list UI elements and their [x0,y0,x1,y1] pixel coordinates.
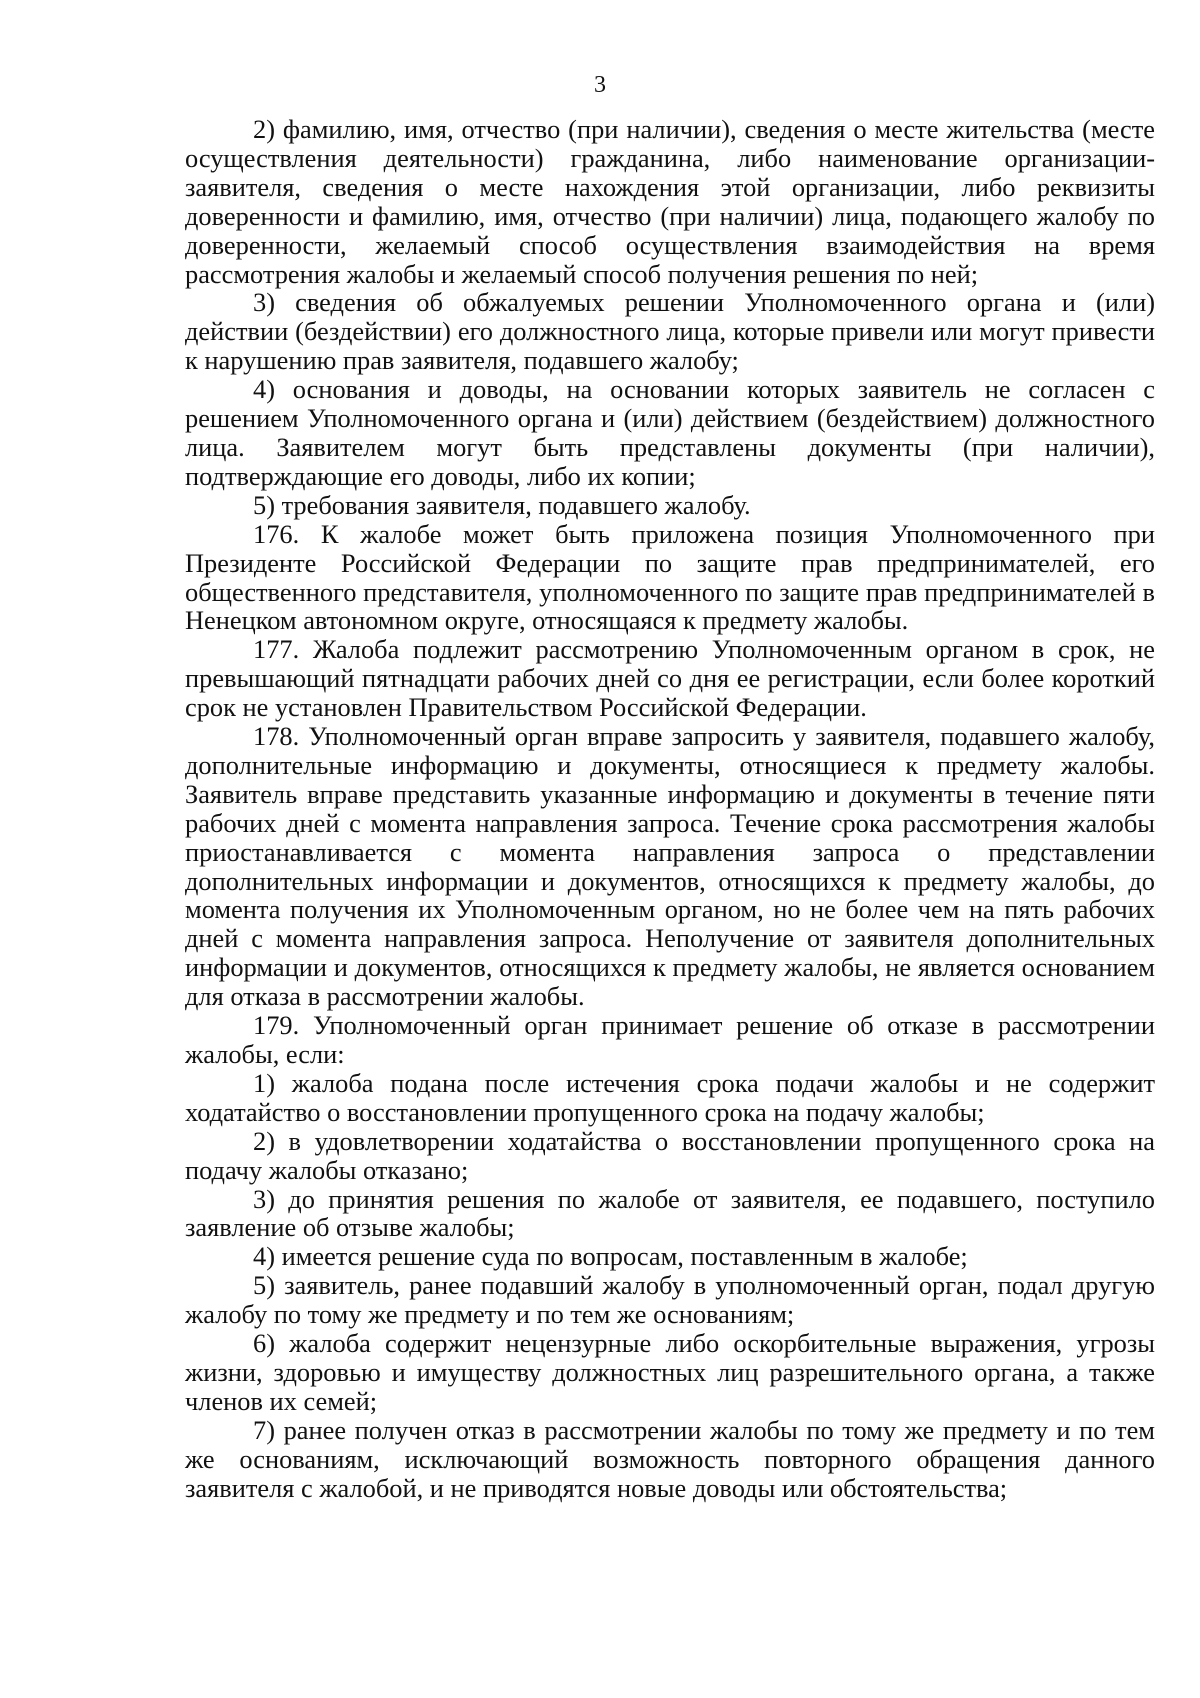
paragraph-178: 178. Уполномоченный орган вправе запросить у заявителя, подавшего жалобу, дополнительные информацию и документы, относящиеся к предмету жалобы. Заявитель вправе представить указанные информацию и документы в течение пяти рабочих дней с момента направления запроса. Течение срока рассмотрения жалобы приостанавливается с момента направления запроса о представлении дополнительных информации и документов, относящихся к предмету жалобы, до момента получения их Уполномоченным органом, но не более чем на пять рабочих дней с момента направления запроса. Неполучение от заявителя дополнительных информации и документов, относящихся к предмету жалобы, не является основанием для отказа в рассмотрении жалобы. [185,721,1155,1012]
paragraph-176: 176. К жалобе может быть приложена позиция Уполномоченного при Президенте Российской Федерации по защите прав предпринимателей, его общественного представителя, уполномоченного по защите прав предпринимателей в Ненецком автономном округе, относящаяся к предмету жалобы. [185,518,1155,636]
paragraph-item-4: 4) основания и доводы, на основании которых заявитель не согласен с решением Уполномоченного органа и (или) действием (бездействием) должностного лица. Заявителем могут быть представлены документы (при наличии), подтверждающие его доводы, либо их копии; [185,374,1155,491]
document-body [185,115,1155,1503]
paragraph-179-item-6: 6) жалоба содержит нецензурные либо оскорбительные выражения, угрозы жизни, здоровью и имуществу должностных лиц разрешительного органа, а также членов их семей; [185,1328,1155,1416]
paragraph-item-2: 2) фамилию, имя, отчество (при наличии), сведения о месте жительства (месте осуществления деятельности) гражданина, либо наименование организации-заявителя, сведения о месте нахождения этой организации, либо реквизиты доверенности и фамилию, имя, отчество (при наличии) лица, подающего жалобу по доверенности, желаемый способ осуществления взаимодействия на время рассмотрения жалобы и желаемый способ получения решения по ней; [185,114,1155,289]
paragraph-179-item-2: 2) в удовлетворении ходатайства о восстановлении пропущенного срока на подачу жалобы отказано; [185,1125,1155,1185]
paragraph-179: 179. Уполномоченный орган принимает решение об отказе в рассмотрении жалобы, если: [185,1010,1155,1069]
paragraph-179-item-5: 5) заявитель, ранее подавший жалобу в уполномоченный орган, подал другую жалобу по тому же предмету и по тем же основаниям; [185,1270,1155,1330]
paragraph-177: 177. Жалоба подлежит рассмотрению Уполномоченным органом в срок, не превышающий пятнадцати рабочих дней со дня ее регистрации, если более короткий срок не установлен Правительством Российской Федерации. [185,634,1155,723]
paragraph-item-3: 3) сведения об обжалуемых решении Уполномоченного органа и (или) действии (бездействии) его должностного лица, которые привели или могут привести к нарушению прав заявителя, подавшего жалобу; [185,287,1155,376]
paragraph-179-item-1: 1) жалоба подана после истечения срока подачи жалобы и не содержит ходатайство о восстановлении пропущенного срока на подачу жалобы; [185,1067,1155,1127]
paragraph-179-item-4: 4) имеется решение суда по вопросам, поставленным в жалобе; [253,1241,968,1272]
paragraph-item-5: 5) требования заявителя, подавшего жалобу. [253,489,751,520]
page-number: 3 [594,72,606,98]
paragraph-179-item-7: 7) ранее получен отказ в рассмотрении жалобы по тому же предмету и по тем же основаниям, исключающий возможность повторного обращения данного заявителя с жалобой, и не приводятся новые доводы или обстоятельства; [185,1414,1155,1503]
paragraph-179-item-3: 3) до принятия решения по жалобе от заявителя, ее подавшего, поступило заявление об отзыве жалобы; [185,1183,1155,1243]
